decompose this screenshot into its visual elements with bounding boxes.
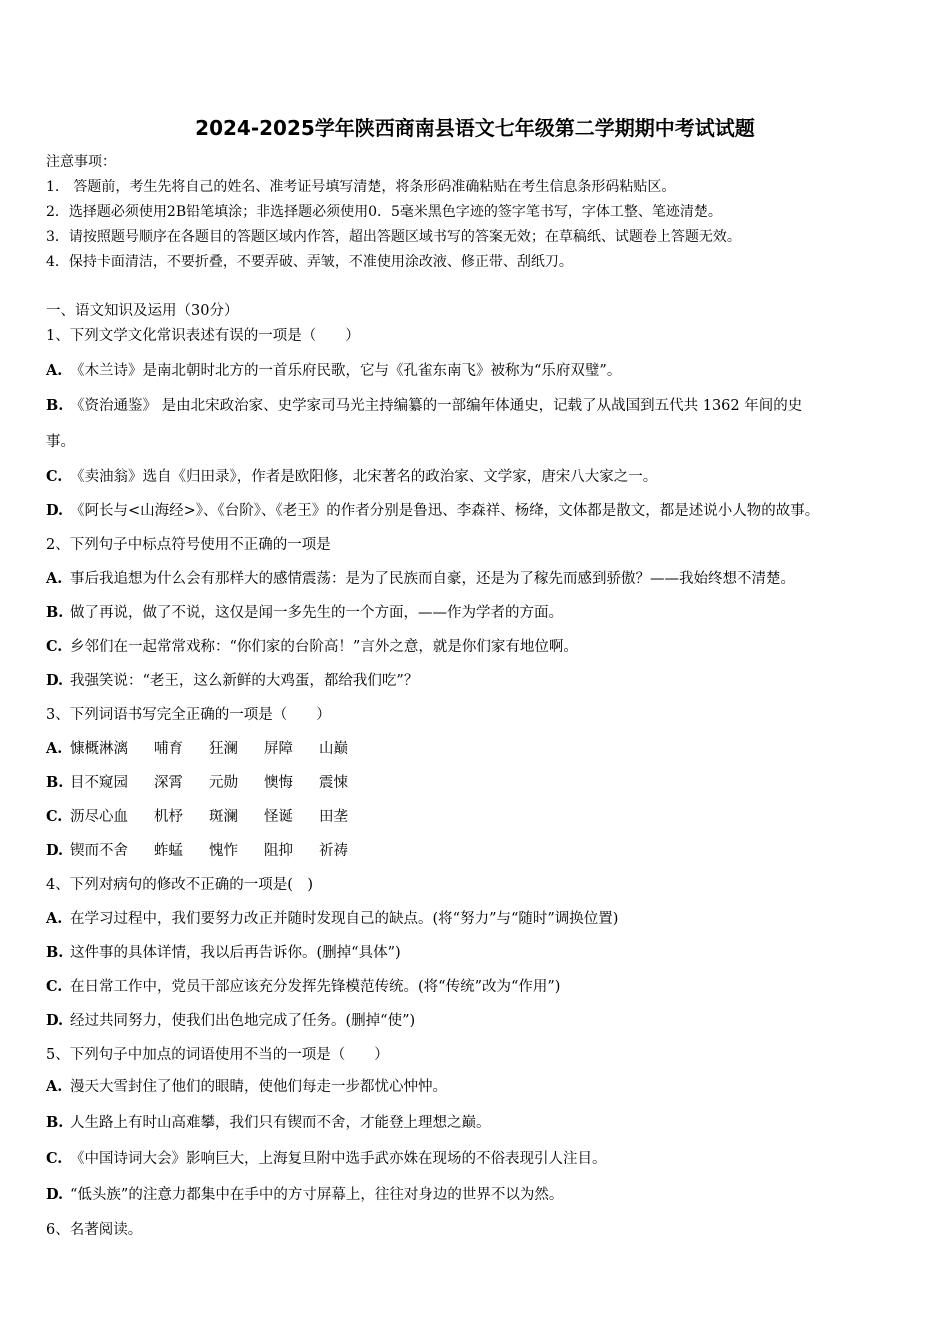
option-text: 事后我追想为什么会有那样大的感情震荡：是为了民族而自豪，还是为了稼先而感到骄傲？——我始终想不清楚。 [70,571,795,587]
word: 田垄 [319,809,348,825]
notice-item-3: 3．请按照题号顺序在各题目的答题区域内作答，超出答题区域书写的答案无效；在草稿纸、试题卷上答题无效。 [46,229,741,245]
question-1-stem: 1、下列文学文化常识表述有误的一项是（ ） [46,328,360,344]
word: 目不窥园 [70,775,128,791]
option-text: 我强笑说：“老王，这么新鲜的大鸡蛋，都给我们吃”？ [70,673,419,689]
option-letter: A. [46,570,63,587]
option-letter: A. [46,740,63,757]
option-letter: B. [46,1114,64,1131]
word: 慷概淋漓 [70,741,128,757]
option-letter: B. [46,944,64,961]
option-letter: D. [46,842,64,859]
word: 阻抑 [264,843,293,859]
page-title: 2024-2025学年陕西商南县语文七年级第二学期期中考试试题 [195,116,755,140]
notice-heading: 注意事项： [46,154,116,170]
word: 懊悔 [264,775,293,791]
word: 元勋 [209,775,238,791]
word: 山巅 [319,741,348,757]
question-4-option-d [46,1011,415,1031]
option-letter: C. [46,1150,63,1167]
question-6-stem: 6、名著阅读。 [46,1222,143,1238]
question-4-option-c [46,977,560,997]
option-letter: B. [46,774,64,791]
option-letter: D. [46,1012,64,1029]
question-2-option-c [46,637,578,657]
option-text: 在学习过程中，我们要努力改正并随时发现自己的缺点。(将“努力”与“随时”调换位置) [70,911,619,927]
question-5-stem: 5、下列句子中加点的词语使用不当的一项是（ ） [46,1047,389,1063]
question-3-stem: 3、下列词语书写完全正确的一项是（ ） [46,707,331,723]
word: 哺育 [154,741,183,757]
option-letter: D. [46,672,64,689]
question-1-option-b [46,396,802,416]
question-4-option-b [46,943,401,963]
question-5-option-b [46,1113,491,1133]
option-letter: C. [46,638,63,655]
word: 狂澜 [209,741,238,757]
question-5-option-d [46,1185,563,1205]
notice-item-2: 2．选择题必须使用2B铅笔填涂；非选择题必须使用0．5毫米黑色字迹的签字笔书写，字体工整、笔迹清楚。 [46,204,722,220]
question-2-stem: 2、下列句子中标点符号使用不正确的一项是 [46,537,331,553]
option-letter: B. [46,397,64,414]
question-3-option-a [46,739,374,759]
word: 锲而不舍 [70,843,128,859]
option-text: 《阿长与<山海经>》、《台阶》、《老王》的作者分别是鲁迅、李森祥、杨绛，文体都是散文，都是述说小人物的故事。 [70,503,820,519]
option-text: 《资治通鉴》 是由北宋政治家、史学家司马光主持编纂的一部编年体通史，记载了从战国到五代共 1362 年间的史 [70,398,803,414]
question-5-option-a [46,1077,447,1097]
section-heading: 一、语文知识及运用（30分） [46,303,239,319]
option-text: 这件事的具体详情，我以后再告诉你。(删掉“具体”) [70,945,401,961]
question-1-option-c [46,467,657,487]
option-letter: B. [46,604,64,621]
option-text: 乡邻们在一起常常戏称：“你们家的台阶高！”言外之意，就是你们家有地位啊。 [70,639,578,655]
word: 怪诞 [264,809,293,825]
option-letter: A. [46,362,63,379]
option-letter: C. [46,808,63,825]
question-1-option-b-cont: 事。 [46,434,75,450]
option-letter: D. [46,502,64,519]
question-4-stem: 4、下列对病句的修改不正确的一项是( ) [46,877,314,893]
question-2-option-d [46,671,418,691]
question-2-option-b [46,603,563,623]
option-text: 《卖油翁》选自《归田录》，作者是欧阳修，北宋著名的政治家、文学家，唐宋八大家之一。 [70,469,658,485]
notice-item-4: 4．保持卡面清洁，不要折叠，不要弄破、弄皱，不准使用涂改液、修正带、刮纸刀。 [46,254,573,270]
word: 愧怍 [209,843,238,859]
option-letter: A. [46,910,63,927]
option-text: 做了再说，做了不说，这仅是闻一多先生的一个方面，——作为学者的方面。 [70,605,563,621]
option-letter: C. [46,468,63,485]
word: 沥尽心血 [70,809,128,825]
option-text: 《木兰诗》是南北朝时北方的一首乐府民歌，它与《孔雀东南飞》被称为“乐府双璧”。 [70,363,622,379]
question-1-option-a [46,361,621,381]
option-text: 人生路上有时山高难攀，我们只有锲而不舍，才能登上理想之巅。 [70,1115,491,1131]
word: 机杼 [154,809,183,825]
question-5-option-c [46,1149,607,1169]
word: 深霄 [154,775,183,791]
word: 蚱蜢 [154,843,183,859]
word: 震悚 [319,775,348,791]
word: 祈祷 [319,843,348,859]
question-3-option-b [46,773,374,793]
option-text: “低头族”的注意力都集中在手中的方寸屏幕上，往往对身边的世界不以为然。 [70,1187,564,1203]
question-3-option-d [46,841,374,861]
option-letter: A. [46,1078,63,1095]
question-4-option-a [46,909,618,929]
option-letter: D. [46,1186,64,1203]
notice-item-1: 1. 答题前，考生先将自己的姓名、准考证号填写清楚，将条形码准确粘贴在考生信息条形码粘贴区。 [46,179,676,195]
option-letter: C. [46,978,63,995]
question-2-option-a [46,569,795,589]
option-text: 漫天大雪封住了他们的眼睛，使他们每走一步都忧心忡忡。 [70,1079,447,1095]
option-text: 经过共同努力，使我们出色地完成了任务。(删掉“使”) [70,1013,416,1029]
option-text: 《中国诗词大会》影响巨大，上海复旦附中选手武亦姝在现场的不俗表现引人注目。 [70,1151,607,1167]
word: 屏障 [264,741,293,757]
question-1-option-d [46,501,819,521]
word: 斑澜 [209,809,238,825]
option-text: 在日常工作中，党员干部应该充分发挥先锋模范传统。(将“传统”改为“作用”) [70,979,561,995]
question-3-option-c [46,807,374,827]
